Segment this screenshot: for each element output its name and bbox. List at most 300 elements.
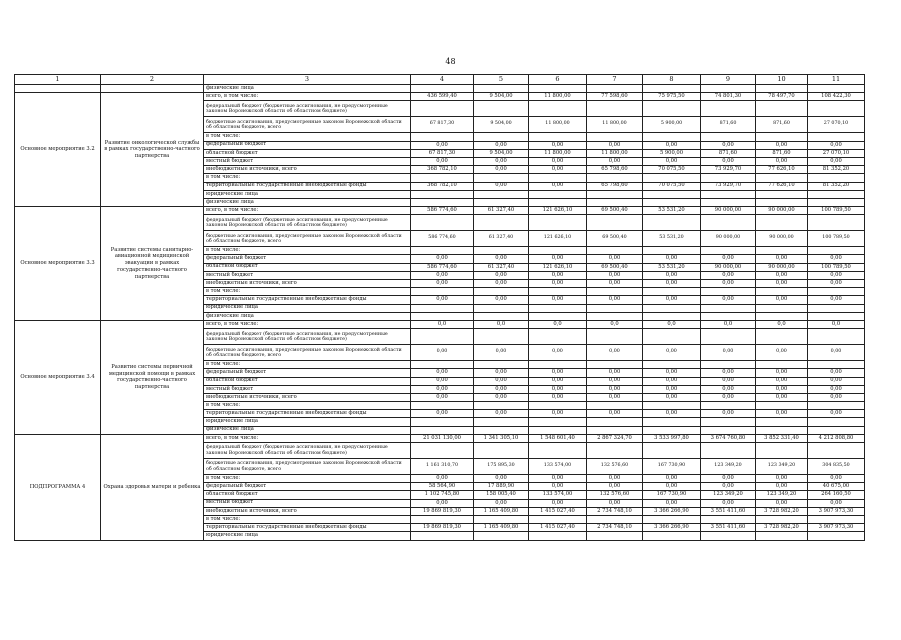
row-label: местный бюджет	[204, 385, 411, 393]
value-cell	[701, 312, 756, 320]
value-cell: 368 782,10	[411, 182, 474, 190]
value-cell: 0,00	[701, 271, 756, 279]
header-cell: 7	[587, 75, 643, 85]
value-cell: 3 907 973,30	[808, 524, 865, 532]
value-cell	[474, 361, 529, 369]
value-cell: 0,00	[474, 499, 529, 507]
value-cell	[756, 418, 808, 426]
value-cell: 0,00	[643, 369, 701, 377]
value-cell	[587, 215, 643, 231]
row-label: федеральный бюджет (бюджетные ассигнования, не предусмотренные законом Воронежской области об областном бюджете)	[204, 329, 411, 345]
value-cell	[474, 312, 529, 320]
value-cell: 871,60	[756, 149, 808, 157]
value-cell: 3 728 982,20	[756, 524, 808, 532]
value-cell: 0,00	[701, 499, 756, 507]
value-cell: 0,00	[643, 280, 701, 288]
value-cell: 0,00	[643, 271, 701, 279]
value-cell: 586 774,60	[411, 263, 474, 271]
value-cell: 73 929,70	[701, 166, 756, 174]
value-cell: 11 800,00	[587, 149, 643, 157]
value-cell	[701, 402, 756, 410]
value-cell: 53 531,20	[643, 207, 701, 215]
value-cell: 0,00	[643, 410, 701, 418]
value-cell: 304 835,50	[808, 459, 865, 475]
value-cell: 0,00	[643, 483, 701, 491]
value-cell	[808, 329, 865, 345]
value-cell	[701, 198, 756, 206]
value-cell: 0,00	[587, 280, 643, 288]
value-cell: 0,00	[756, 296, 808, 304]
row-label: в том числе:	[204, 133, 411, 141]
value-cell	[643, 329, 701, 345]
value-cell: 0,00	[411, 377, 474, 385]
value-cell	[756, 515, 808, 523]
value-cell: 90 000,00	[756, 263, 808, 271]
value-cell: 0,00	[756, 369, 808, 377]
value-cell	[411, 85, 474, 93]
value-cell	[756, 361, 808, 369]
value-cell	[701, 426, 756, 434]
value-cell: 0,00	[474, 271, 529, 279]
row-label: в том числе:	[204, 247, 411, 255]
value-cell: 3 551 411,60	[701, 507, 756, 515]
value-cell: 1 548 601,40	[529, 434, 587, 442]
value-cell: 1 415 027,40	[529, 524, 587, 532]
value-cell	[756, 85, 808, 93]
value-cell: 586 774,60	[411, 231, 474, 247]
row-label: территориальные государственные внебюджетные фонды	[204, 524, 411, 532]
row-label: областной бюджет	[204, 491, 411, 499]
value-cell: 0,00	[808, 280, 865, 288]
value-cell: 123 349,20	[756, 459, 808, 475]
row-label: внебюджетные источники, всего	[204, 280, 411, 288]
value-cell: 75 975,50	[643, 93, 701, 101]
value-cell	[529, 288, 587, 296]
value-cell: 0,00	[474, 385, 529, 393]
row-label: в том числе:	[204, 288, 411, 296]
row-label: юридические лица	[204, 190, 411, 198]
value-cell: 27 070,10	[808, 117, 865, 133]
value-cell: 0,00	[643, 157, 701, 165]
value-cell: 0,00	[411, 141, 474, 149]
value-cell: 40 675,00	[808, 483, 865, 491]
value-cell	[474, 402, 529, 410]
value-cell	[474, 515, 529, 523]
row-label: юридические лица	[204, 304, 411, 312]
table-row	[15, 434, 865, 442]
value-cell	[587, 443, 643, 459]
value-cell: 0,00	[643, 393, 701, 401]
value-cell	[808, 101, 865, 117]
value-cell: 123 349,20	[701, 459, 756, 475]
value-cell: 11 800,00	[529, 93, 587, 101]
value-cell	[587, 133, 643, 141]
value-cell: 100 789,50	[808, 263, 865, 271]
table-row	[15, 207, 865, 215]
value-cell: 1 165 409,80	[474, 524, 529, 532]
value-cell	[701, 288, 756, 296]
value-cell	[411, 174, 474, 182]
value-cell: 132 576,60	[587, 459, 643, 475]
value-cell: 0,00	[701, 377, 756, 385]
value-cell: 53 531,20	[643, 263, 701, 271]
header-cell: 2	[101, 75, 204, 85]
value-cell: 0,00	[756, 410, 808, 418]
row-label: федеральный бюджет	[204, 255, 411, 263]
value-cell: 0,00	[529, 157, 587, 165]
value-cell: 158 005,40	[474, 491, 529, 499]
value-cell	[756, 304, 808, 312]
value-cell: 90 000,00	[756, 231, 808, 247]
value-cell: 0,00	[474, 182, 529, 190]
value-cell: 2 734 748,10	[587, 524, 643, 532]
value-cell: 0,00	[808, 255, 865, 263]
row-label: местный бюджет	[204, 499, 411, 507]
value-cell: 61 327,40	[474, 231, 529, 247]
value-cell	[587, 304, 643, 312]
value-cell: 0,00	[474, 369, 529, 377]
row-label: федеральный бюджет (бюджетные ассигнования, не предусмотренные законом Воронежской области об областном бюджете)	[204, 101, 411, 117]
value-cell: 19 869 819,30	[411, 524, 474, 532]
value-cell	[587, 329, 643, 345]
value-cell: 2 867 324,70	[587, 434, 643, 442]
value-cell	[474, 304, 529, 312]
header-cell: 9	[701, 75, 756, 85]
value-cell: 0,00	[756, 255, 808, 263]
value-cell	[587, 361, 643, 369]
value-cell: 0,0	[587, 320, 643, 328]
activity-name: Основное мероприятие 3.4	[15, 320, 101, 434]
value-cell: 0,00	[474, 141, 529, 149]
value-cell: 167 730,90	[643, 459, 701, 475]
row-label: юридические лица	[204, 532, 411, 540]
value-cell	[643, 361, 701, 369]
budget-table	[14, 74, 865, 541]
value-cell: 0,00	[756, 377, 808, 385]
value-cell	[808, 515, 865, 523]
row-label: внебюджетные источники, всего	[204, 393, 411, 401]
value-cell: 0,00	[756, 499, 808, 507]
value-cell: 0,00	[701, 385, 756, 393]
value-cell: 0,00	[587, 499, 643, 507]
value-cell: 871,60	[701, 149, 756, 157]
value-cell: 0,00	[529, 483, 587, 491]
value-cell: 0,00	[587, 385, 643, 393]
value-cell: 69 500,40	[587, 231, 643, 247]
value-cell	[701, 247, 756, 255]
value-cell: 0,00	[587, 141, 643, 149]
value-cell: 0,00	[643, 255, 701, 263]
header-cell: 5	[474, 75, 529, 85]
value-cell: 0,00	[808, 377, 865, 385]
value-cell	[529, 312, 587, 320]
value-cell	[587, 426, 643, 434]
value-cell: 0,00	[529, 166, 587, 174]
value-cell	[808, 361, 865, 369]
value-cell: 74 801,30	[701, 93, 756, 101]
value-cell	[411, 443, 474, 459]
row-label: областной бюджет	[204, 377, 411, 385]
value-cell	[701, 532, 756, 540]
value-cell: 81 352,20	[808, 182, 865, 190]
value-cell: 0,00	[701, 483, 756, 491]
value-cell	[411, 426, 474, 434]
value-cell	[808, 174, 865, 182]
value-cell: 0,00	[643, 377, 701, 385]
value-cell: 0,00	[701, 255, 756, 263]
header-cell: 10	[756, 75, 808, 85]
value-cell: 0,00	[587, 393, 643, 401]
value-cell	[474, 443, 529, 459]
value-cell: 0,00	[587, 271, 643, 279]
value-cell: 11 800,00	[529, 149, 587, 157]
value-cell	[411, 329, 474, 345]
value-cell: 69 500,40	[587, 207, 643, 215]
table-row	[15, 320, 865, 328]
value-cell	[529, 402, 587, 410]
value-cell	[701, 85, 756, 93]
value-cell	[808, 190, 865, 198]
row-label: территориальные государственные внебюджетные фонды	[204, 296, 411, 304]
value-cell: 0,00	[756, 157, 808, 165]
value-cell: 67 817,30	[411, 149, 474, 157]
value-cell: 0,00	[587, 377, 643, 385]
value-cell	[701, 304, 756, 312]
activity-description: Развитие системы санитарно-авиационной медицинской эвакуации в рамках государственно-частного партнерства	[101, 207, 204, 321]
value-cell: 21 031 130,00	[411, 434, 474, 442]
row-label: территориальные государственные внебюджетные фонды	[204, 410, 411, 418]
value-cell	[808, 198, 865, 206]
activity-description: Охрана здоровья матери и ребенка	[101, 434, 204, 540]
table-row	[15, 93, 865, 101]
row-label: бюджетные ассигнования, предусмотренные законом Воронежской области об областном бюджете, всего	[204, 345, 411, 361]
value-cell	[643, 426, 701, 434]
value-cell: 0,00	[701, 475, 756, 483]
value-cell: 3 366 266,90	[643, 524, 701, 532]
value-cell	[587, 85, 643, 93]
row-label: в том числе:	[204, 402, 411, 410]
value-cell: 121 626,10	[529, 231, 587, 247]
value-cell	[411, 312, 474, 320]
value-cell	[411, 418, 474, 426]
value-cell: 0,00	[808, 385, 865, 393]
value-cell: 0,00	[808, 393, 865, 401]
value-cell	[529, 85, 587, 93]
value-cell: 0,00	[529, 345, 587, 361]
value-cell: 0,00	[808, 296, 865, 304]
value-cell: 0,00	[587, 369, 643, 377]
value-cell: 133 574,00	[529, 459, 587, 475]
header-cell: 3	[204, 75, 411, 85]
value-cell: 0,0	[808, 320, 865, 328]
value-cell: 0,00	[587, 345, 643, 361]
value-cell	[474, 426, 529, 434]
value-cell: 0,00	[529, 499, 587, 507]
value-cell: 70 075,50	[643, 182, 701, 190]
value-cell	[756, 247, 808, 255]
row-label: в том числе:	[204, 361, 411, 369]
value-cell: 0,0	[756, 320, 808, 328]
value-cell: 9 504,00	[474, 149, 529, 157]
value-cell	[643, 532, 701, 540]
value-cell: 871,60	[756, 117, 808, 133]
value-cell	[411, 304, 474, 312]
value-cell: 0,00	[756, 393, 808, 401]
value-cell: 0,00	[756, 280, 808, 288]
value-cell: 167 730,90	[643, 491, 701, 499]
value-cell: 175 895,30	[474, 459, 529, 475]
row-label: федеральный бюджет (бюджетные ассигнования, не предусмотренные законом Воронежской области об областном бюджете)	[204, 443, 411, 459]
value-cell: 61 327,40	[474, 207, 529, 215]
row-label: местный бюджет	[204, 271, 411, 279]
value-cell	[411, 361, 474, 369]
value-cell: 100 789,50	[808, 231, 865, 247]
value-cell: 0,00	[756, 271, 808, 279]
value-cell: 53 531,20	[643, 231, 701, 247]
value-cell	[808, 215, 865, 231]
value-cell: 0,00	[411, 475, 474, 483]
value-cell: 121 626,10	[529, 207, 587, 215]
value-cell	[587, 101, 643, 117]
activity-name: Основное мероприятие 3.3	[15, 207, 101, 321]
value-cell: 0,00	[756, 345, 808, 361]
value-cell: 90 000,00	[701, 263, 756, 271]
value-cell	[529, 174, 587, 182]
value-cell: 0,00	[643, 475, 701, 483]
value-cell: 0,00	[643, 141, 701, 149]
value-cell	[756, 426, 808, 434]
value-cell	[474, 85, 529, 93]
value-cell: 0,00	[529, 141, 587, 149]
value-cell: 0,00	[411, 296, 474, 304]
row-label: физические лица	[204, 198, 411, 206]
value-cell	[756, 190, 808, 198]
value-cell: 11 800,00	[587, 117, 643, 133]
page-number: 48	[445, 57, 456, 66]
value-cell	[529, 304, 587, 312]
value-cell	[643, 312, 701, 320]
header-row	[15, 75, 865, 85]
table-row	[15, 85, 865, 93]
row-label: физические лица	[204, 85, 411, 93]
value-cell: 17 889,90	[474, 483, 529, 491]
value-cell	[756, 312, 808, 320]
value-cell	[529, 190, 587, 198]
value-cell	[701, 329, 756, 345]
value-cell	[643, 198, 701, 206]
value-cell	[643, 174, 701, 182]
value-cell: 0,00	[474, 280, 529, 288]
value-cell: 133 574,00	[529, 491, 587, 499]
value-cell: 1 415 027,40	[529, 507, 587, 515]
value-cell	[701, 443, 756, 459]
value-cell	[529, 247, 587, 255]
value-cell	[474, 418, 529, 426]
value-cell: 0,00	[529, 255, 587, 263]
row-label: физические лица	[204, 312, 411, 320]
row-label: областной бюджет	[204, 263, 411, 271]
row-label: федеральный бюджет (бюджетные ассигнования, не предусмотренные законом Воронежской области об областном бюджете)	[204, 215, 411, 231]
value-cell	[643, 190, 701, 198]
row-label: областной бюджет	[204, 149, 411, 157]
value-cell: 0,00	[411, 499, 474, 507]
value-cell: 3 728 982,20	[756, 507, 808, 515]
value-cell: 0,00	[474, 410, 529, 418]
value-cell: 0,00	[529, 410, 587, 418]
value-cell	[808, 418, 865, 426]
activity-name: ПОДПРОГРАММА 4	[15, 434, 101, 540]
value-cell: 0,00	[643, 385, 701, 393]
value-cell: 0,00	[756, 385, 808, 393]
value-cell	[701, 101, 756, 117]
row-label: федеральный бюджет	[204, 141, 411, 149]
header-cell: 8	[643, 75, 701, 85]
value-cell	[529, 361, 587, 369]
value-cell	[474, 174, 529, 182]
value-cell: 0,00	[808, 157, 865, 165]
value-cell	[701, 133, 756, 141]
value-cell: 61 327,40	[474, 263, 529, 271]
value-cell: 2 734 748,10	[587, 507, 643, 515]
value-cell	[587, 312, 643, 320]
value-cell: 0,00	[474, 475, 529, 483]
value-cell: 108 422,30	[808, 93, 865, 101]
value-cell: 132 576,60	[587, 491, 643, 499]
value-cell: 73 929,70	[701, 182, 756, 190]
value-cell: 3 551 411,60	[701, 524, 756, 532]
value-cell: 0,00	[701, 141, 756, 149]
value-cell: 0,00	[474, 296, 529, 304]
value-cell: 4 212 808,80	[808, 434, 865, 442]
value-cell	[411, 532, 474, 540]
value-cell: 0,00	[643, 499, 701, 507]
value-cell: 1 341 305,10	[474, 434, 529, 442]
value-cell: 871,60	[701, 117, 756, 133]
value-cell	[643, 85, 701, 93]
value-cell	[643, 304, 701, 312]
value-cell: 0,00	[474, 377, 529, 385]
value-cell: 0,00	[529, 475, 587, 483]
value-cell	[808, 288, 865, 296]
value-cell: 0,00	[529, 385, 587, 393]
value-cell	[587, 515, 643, 523]
value-cell	[587, 402, 643, 410]
value-cell	[587, 247, 643, 255]
row-label: бюджетные ассигнования, предусмотренные законом Воронежской области об областном бюджете, всего	[204, 117, 411, 133]
activity-description: Развитие системы первичной медицинской помощи в рамках государственно-частного партнерства	[101, 320, 204, 434]
value-cell: 9 504,00	[474, 117, 529, 133]
value-cell: 0,00	[701, 296, 756, 304]
value-cell: 1 165 409,80	[474, 507, 529, 515]
value-cell: 90 000,00	[756, 207, 808, 215]
row-label: федеральный бюджет	[204, 483, 411, 491]
value-cell	[756, 133, 808, 141]
row-label: внебюджетные источники, всего	[204, 166, 411, 174]
row-label: в том числе:	[204, 174, 411, 182]
value-cell	[643, 402, 701, 410]
value-cell: 0,00	[808, 271, 865, 279]
value-cell: 0,00	[474, 393, 529, 401]
value-cell: 65 798,60	[587, 182, 643, 190]
value-cell	[643, 101, 701, 117]
value-cell: 0,00	[587, 296, 643, 304]
value-cell	[529, 198, 587, 206]
value-cell: 70 075,50	[643, 166, 701, 174]
value-cell: 0,00	[411, 410, 474, 418]
value-cell: 3 907 973,30	[808, 507, 865, 515]
value-cell: 1 102 745,80	[411, 491, 474, 499]
value-cell	[808, 426, 865, 434]
